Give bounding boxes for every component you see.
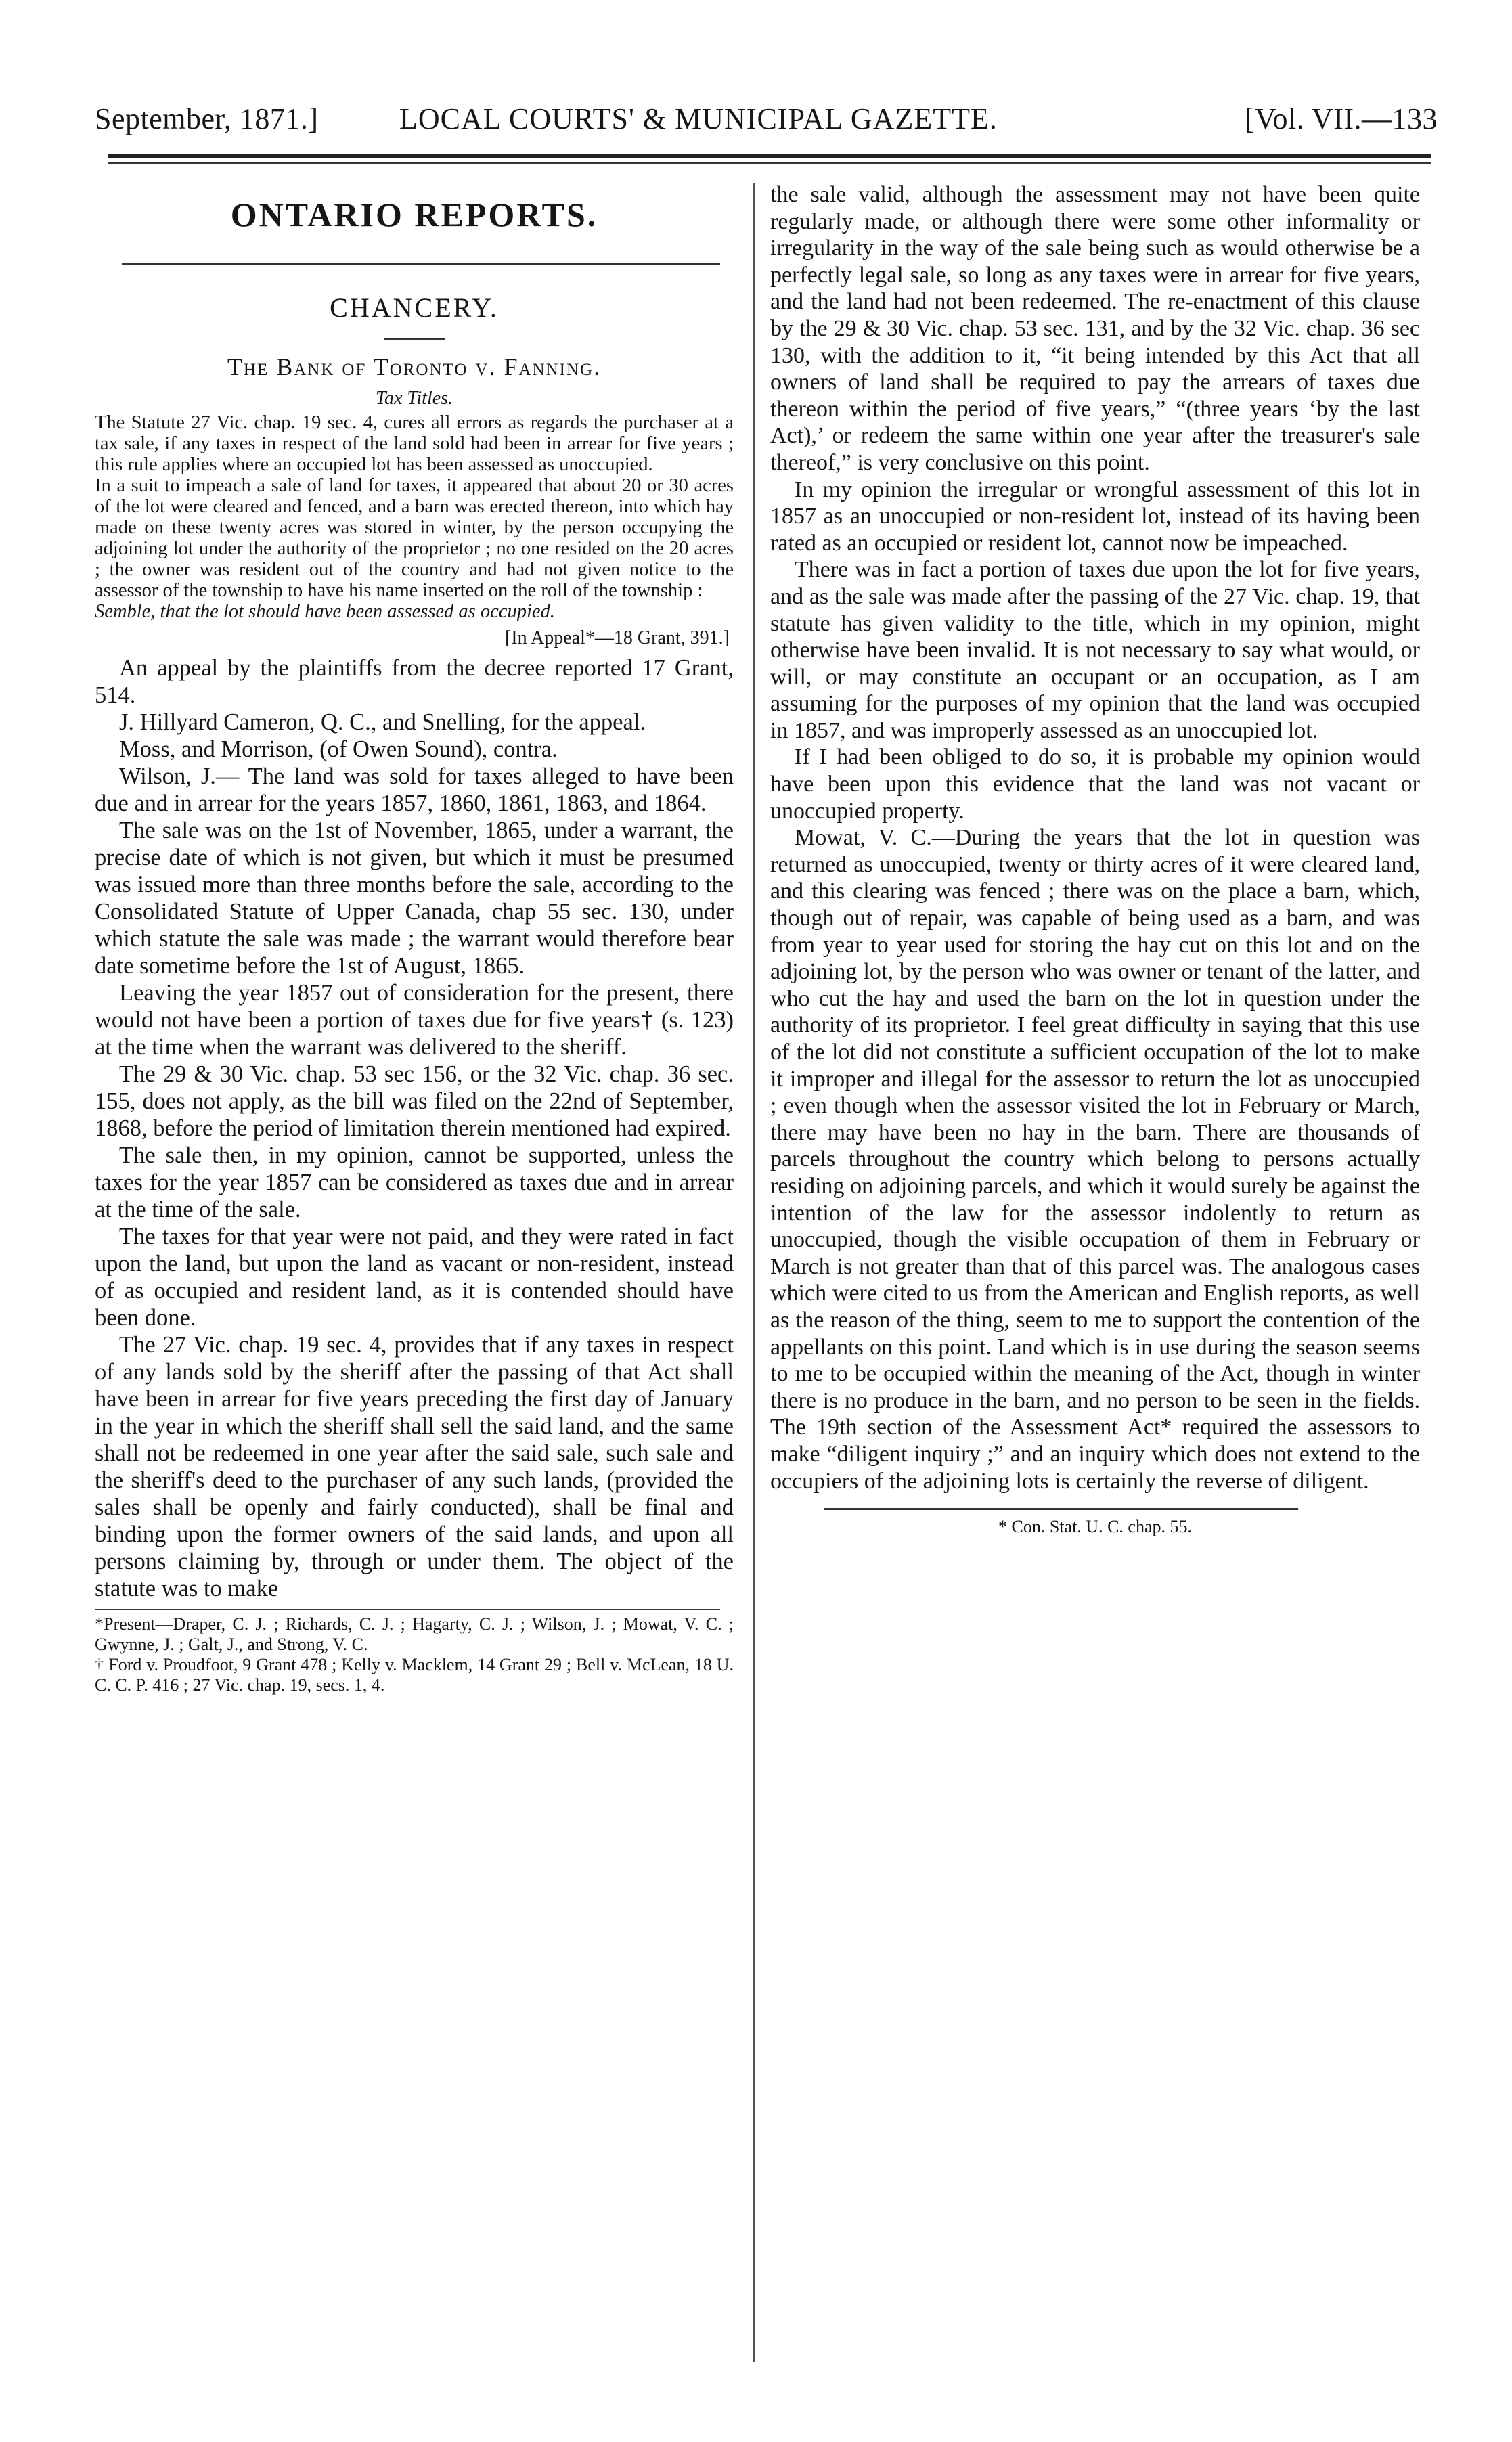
body-paragraph: An appeal by the plaintiffs from the decree reported 17 Grant, 514. xyxy=(95,655,734,708)
body-paragraph: The 27 Vic. chap. 19 sec. 4, provides that if any taxes in respect of any lands sold by the sheriff after the passing of that Act shall have been in arrear for five years preceding the first day of January in the year in which the sheriff shall sell the said land, and the same shall not be redeemed in one year after the said sale, such sale and the sheriff's deed to the purchaser of any such lands, (provided the sales shall be openly and fairly conducted), shall be final and binding upon the former owners of the said lands, and upon all persons claiming by, through or under them. The object of the statute was to make xyxy=(95,1332,734,1601)
body-paragraph: The 29 & 30 Vic. chap. 53 sec 156, or the 32 Vic. chap. 36 sec. 155, does not apply, as the bill was filed on the 22nd of September, 1868, before the period of limitation therein mentioned had expired. xyxy=(95,1061,734,1141)
title-rule xyxy=(122,263,720,265)
footnote-rule xyxy=(824,1508,1298,1510)
body-paragraph: There was in fact a portion of taxes due upon the lot for five years, and as the sale was made after the passing of the 27 Vic. chap. 19, that statute has given validity to the title, which in my opinion, might otherwise have been invalid. It is not necessary to say what would, or will, or may constitute an occupant or an occupation, as I am assuming for the purposes of my opinion that the land was occupied in 1857, and was improperly assessed as an unoccupied lot. xyxy=(770,557,1420,743)
header-date: September, 1871.] xyxy=(95,102,319,135)
body-paragraph: In my opinion the irregular or wrongful assessment of this lot in 1857 as an unoccupied or non-resident lot, instead of its having been rated as an occupied or resident lot, cannot now be impeached. xyxy=(770,476,1420,556)
body-paragraph: Leaving the year 1857 out of consideration for the present, there would not have been a portion of taxes due for five years† (s. 123) at the time when the warrant was delivered to the sheriff. xyxy=(95,980,734,1060)
counsel-paragraph: Moss, and Morrison, (of Owen Sound), contra. xyxy=(119,736,558,762)
body-paragraph: Mowat, V. C.—During the years that the lot in question was returned as unoccupied, twenty or thirty acres of it were cleared land, and this clearing was fenced ; there was on the place a barn, which, though out of repair, was capable of being used as a barn, and was from year to year used for storing the hay cut on this lot and on the adjoining lot, by the person who was owner or tenant of the latter, and who cut the hay and used the barn on the lot in question under the authority of its proprietor. I feel great difficulty in saying that this use of the lot did not constitute a sufficient occupation of the lot to make it improper and illegal for the assessor to return the lot as unoccupied ; even though when the assessor visited the lot in February or March, there may have been no hay in the barn. There are thousands of parcels throughout the country which belong to persons actually residing on adjoining parcels, and which it would surely be against the intention of the law for the assessor indolently to return as unoccupied, though the visible occupation of them in February or March is not greater than that of this parcel was. The analogous cases which were cited to us from the American and English reports, as well as the reason of the thing, seem to me to support the contention of the appellants on this point. Land which is in use during the season seems to me to be occupied within the meaning of the Act, though in winter there is no produce in the barn, and no person to be seen in the fields. The 19th section of the Assessment Act* required the assessors to make “diligent inquiry ;” and an inquiry which does not extend to the occupiers of the adjoining lots is certainly the reverse of diligent. xyxy=(770,825,1420,1494)
court-rule xyxy=(384,338,445,340)
body-paragraph: The sale then, in my opinion, cannot be supported, unless the taxes for the year 1857 can be considered as taxes due and in arrear at the time of the sale. xyxy=(95,1142,734,1222)
footnote: † Ford v. Proudfoot, 9 Grant 478 ; Kelly v. Macklem, 14 Grant 29 ; Bell v. McLean, 18 U. C. C. P. 416 ; 27 Vic. chap. 19, secs. 1, 4. xyxy=(95,1655,734,1695)
footnote-rule xyxy=(95,1609,720,1610)
headnote-paragraph: In a suit to impeach a sale of land for taxes, it appeared that about 20 or 30 acres of the lot were cleared and fenced, and a barn was erected thereon, into which hay made on these twenty acres was stored in winter, by the person occupying the adjoining lot under the authority of the proprietor ; no one resided on the 20 acres ; the owner was resident out of the country and had not given notice to the assessor of the township to have his name inserted on the roll of the township : xyxy=(95,475,734,601)
counsel-paragraph: J. Hillyard Cameron, Q. C., and Snelling, for the appeal. xyxy=(119,709,646,735)
body-paragraph: The taxes for that year were not paid, and they were rated in fact upon the land, but upon the land as vacant or non-resident, instead of as occupied and resident land, as it is contended should have been done. xyxy=(95,1224,734,1331)
body-paragraph: Wilson, J.— The land was sold for taxes alleged to have been due and in arrear for the years 1857, 1860, 1861, 1863, and 1864. xyxy=(95,763,734,816)
running-header xyxy=(95,102,1438,156)
body-paragraph: The sale was on the 1st of November, 1865, under a warrant, the precise date of which is not given, but which it must be presumed was issued more than three months before the sale, according to the Consolidated Statute of Upper Canada, chap 55 sec. 130, under which statute the sale was made ; the warrant would therefore bear date sometime before the 1st of August, 1865. xyxy=(95,818,734,979)
headnote-paragraph: Semble, that the lot should have been assessed as occupied. xyxy=(95,601,555,622)
appeal-reference: [In Appeal*—18 Grant, 391.] xyxy=(504,627,730,648)
footnote: *Present—Draper, C. J. ; Richards, C. J. ; Hagarty, C. J. ; Wilson, J. ; Mowat, V. C. ; Gwynne, J. ; Galt, J., and Strong, V. C. xyxy=(95,1614,734,1654)
body-paragraph: If I had been obliged to do so, it is probable my opinion would have been upon this evidence that the land was not vacant or unoccupied property. xyxy=(770,745,1420,824)
header-rule-thin xyxy=(108,162,1431,164)
case-subject: Tax Titles. xyxy=(375,388,453,409)
footnote: * Con. Stat. U. C. chap. 55. xyxy=(998,1517,1192,1537)
header-volume-page: [Vol. VII.—133 xyxy=(1244,102,1438,135)
body-paragraph: the sale valid, although the assessment may not have been quite regularly made, or although there were some other informality or irregularity in the way of the sale being such as would otherwise be a perfectly legal sale, so long as any taxes were in arrear for five years, and the land had not been redeemed. The re-enactment of this clause by the 29 & 30 Vic. chap. 53 sec. 131, and by the 32 Vic. chap. 36 sec 130, with the addition to it, “it being intended by this Act that all owners of land shall be required to pay the arrears of taxes due thereon within the period of five years,” “(three years ‘by the last Act),’ or redeem the same within one year after the treasurer's sale thereof,” is very conclusive on this point. xyxy=(770,182,1420,475)
right-column xyxy=(770,181,1420,1537)
section-title: ONTARIO REPORTS. xyxy=(230,196,598,234)
court-heading: CHANCERY. xyxy=(330,292,499,323)
column-divider xyxy=(753,183,755,2362)
header-publication: LOCAL COURTS' & MUNICIPAL GAZETTE. xyxy=(399,102,998,135)
headnote-paragraph: The Statute 27 Vic. chap. 19 sec. 4, cures all errors as regards the purchaser at a tax sale, if any taxes in respect of the land sold had been in arrear for five years ; this rule applies where an occupied lot has been assessed as unoccupied. xyxy=(95,412,734,475)
case-title: The Bank of Toronto v. Fanning. xyxy=(227,353,602,380)
header-rule-thick xyxy=(108,154,1431,158)
left-column xyxy=(95,181,734,1695)
